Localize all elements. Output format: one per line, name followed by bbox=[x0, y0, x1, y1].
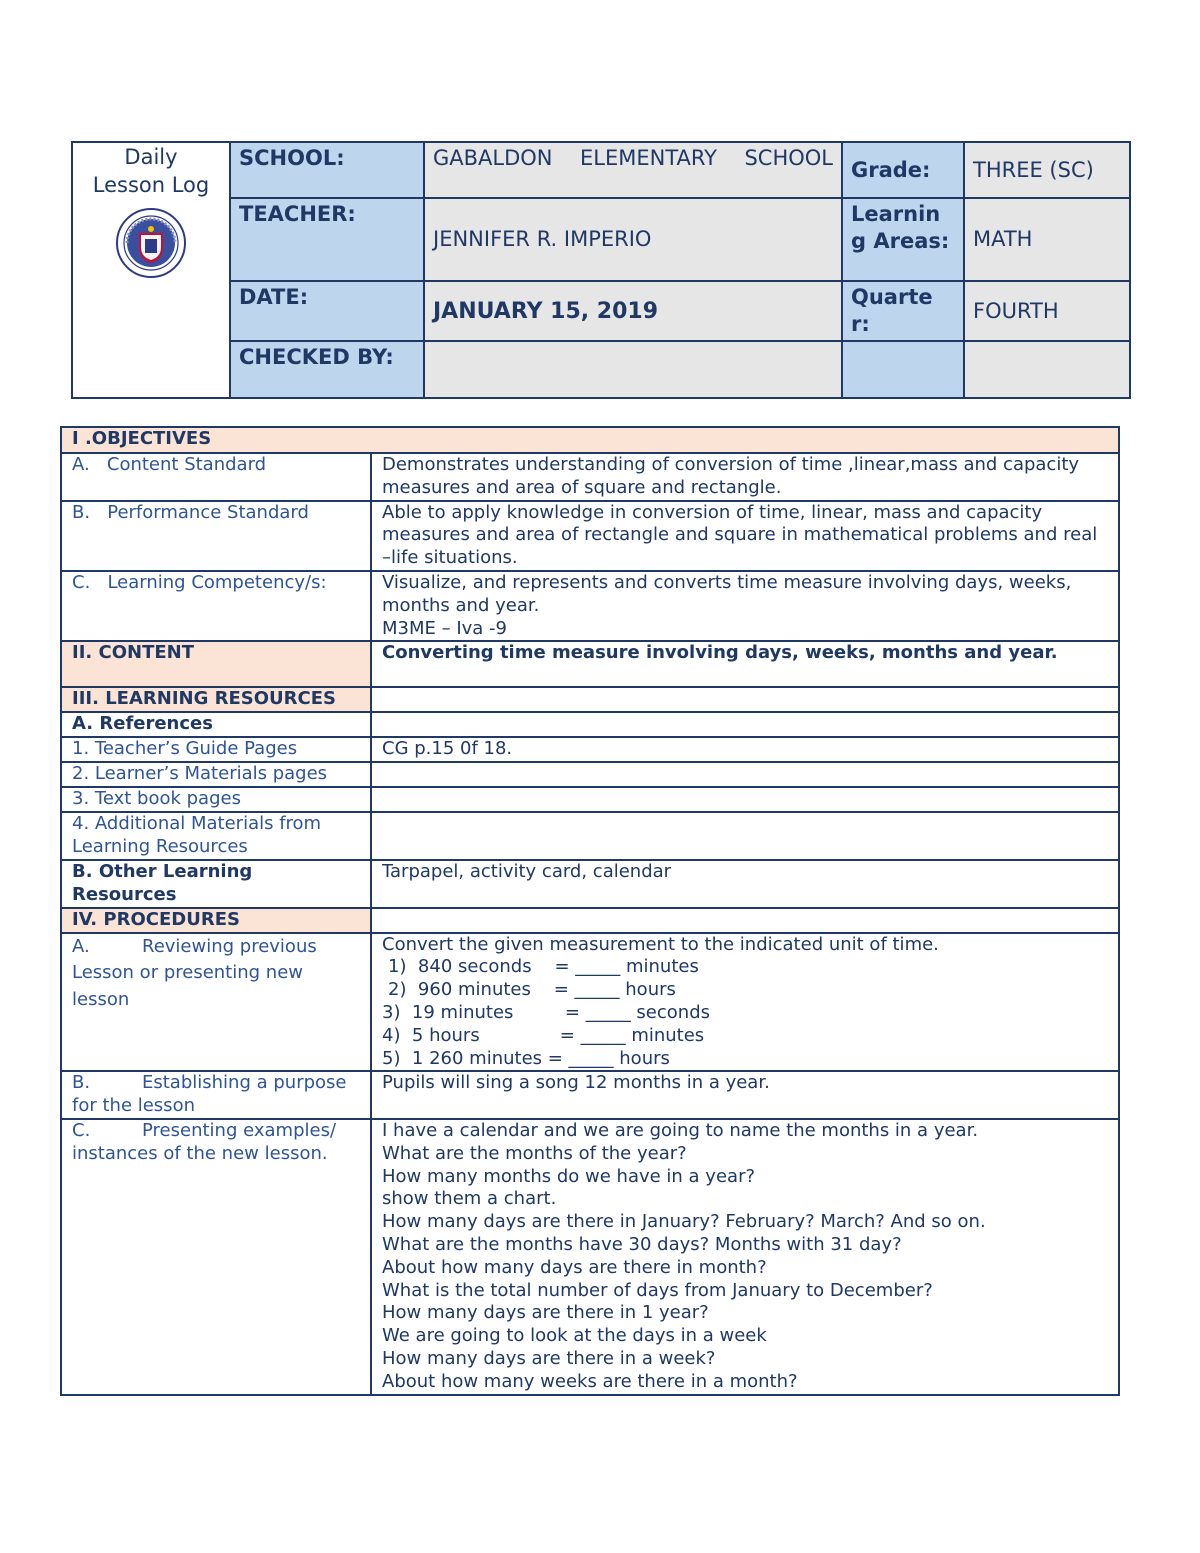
competency-value bbox=[371, 571, 1119, 641]
proc-a-intro: Convert the given measurement to the indicated unit of time. bbox=[382, 933, 939, 955]
learning-resources-section-title: III. LEARNING RESOURCES bbox=[61, 687, 371, 712]
content-section-title: II. CONTENT bbox=[61, 641, 371, 687]
lm-label: 2. Learner’s Materials pages bbox=[61, 762, 371, 787]
checked-by-label: CHECKED BY: bbox=[230, 341, 424, 398]
proc-c-label-body: Presenting examples/ instances of the new lesson. bbox=[72, 1119, 337, 1164]
proc-a-item: 3) 19 minutes = _____ seconds bbox=[382, 1001, 710, 1023]
proc-b-label bbox=[61, 1071, 371, 1119]
grade-label: Grade: bbox=[842, 142, 964, 198]
lesson-table bbox=[60, 426, 1120, 1396]
competency-code: M3ME – Iva -9 bbox=[382, 617, 507, 639]
textbook-label: 3. Text book pages bbox=[61, 787, 371, 812]
performance-standard-label-text: B. Performance Standard bbox=[72, 501, 309, 523]
proc-a-item: 5) 1 260 minutes = _____ hours bbox=[382, 1047, 670, 1069]
proc-c-line: About how many weeks are there in a month? bbox=[382, 1370, 798, 1392]
content-value: Converting time measure involving days, weeks, months and year. bbox=[371, 641, 1119, 687]
proc-c-line: How many days are there in a week? bbox=[382, 1347, 716, 1369]
grade-value: THREE (SC) bbox=[964, 142, 1130, 198]
learning-areas-value: MATH bbox=[964, 198, 1130, 281]
doc-title-line1: Daily bbox=[124, 145, 178, 169]
proc-a-label bbox=[61, 933, 371, 1072]
performance-standard-value: Able to apply knowledge in conversion of time, linear, mass and capacity measures and area of rectangle and square in mathematical problems and real –life situations. bbox=[371, 501, 1119, 571]
competency-label bbox=[61, 571, 371, 641]
competency-label-text: C. Learning Competency/s: bbox=[72, 571, 327, 593]
proc-c-line: show them a chart. bbox=[382, 1188, 557, 1210]
competency-text: Visualize, and represents and converts time measure involving days, weeks, months and year. bbox=[382, 571, 1072, 616]
proc-c-line: I have a calendar and we are going to name the months in a year. bbox=[382, 1119, 979, 1141]
teacher-value: JENNIFER R. IMPERIO bbox=[424, 198, 842, 281]
proc-b-label-body: Establishing a purpose for the lesson bbox=[72, 1072, 347, 1117]
proc-a-label-text bbox=[72, 934, 360, 1014]
school-label: SCHOOL: bbox=[230, 142, 424, 198]
procedures-section-title: IV. PROCEDURES bbox=[61, 908, 371, 933]
performance-standard-label bbox=[61, 501, 371, 571]
doc-title bbox=[81, 143, 221, 199]
proc-a-letter: A. bbox=[72, 935, 90, 957]
proc-c-line: What are the months have 30 days? Months with 31 day? bbox=[382, 1233, 902, 1255]
proc-c-line: How many days are there in January? February? March? And so on. bbox=[382, 1211, 986, 1233]
proc-c-label bbox=[61, 1119, 371, 1395]
proc-c-value bbox=[371, 1119, 1119, 1395]
date-label: DATE: bbox=[230, 281, 424, 341]
proc-a-item: 1) 840 seconds = _____ minutes bbox=[388, 956, 699, 978]
lm-value bbox=[371, 762, 1119, 787]
proc-a-value bbox=[371, 933, 1119, 1072]
learning-resources-blank bbox=[371, 687, 1119, 712]
tg-value: CG p.15 0f 18. bbox=[371, 737, 1119, 762]
tg-label: 1. Teacher’s Guide Pages bbox=[61, 737, 371, 762]
objectives-section-title: I .OBJECTIVES bbox=[61, 427, 1119, 453]
proc-b-letter: B. bbox=[72, 1072, 91, 1094]
proc-c-line: What are the months of the year? bbox=[382, 1142, 687, 1164]
learning-areas-label: Learnin g Areas: bbox=[842, 198, 964, 281]
deped-seal-icon bbox=[115, 207, 187, 279]
quarter-value: FOURTH bbox=[964, 281, 1130, 341]
additional-value bbox=[371, 812, 1119, 860]
content-standard-label-text: A. Content Standard bbox=[72, 454, 267, 475]
textbook-value bbox=[371, 787, 1119, 812]
references-label: A. References bbox=[61, 712, 371, 737]
quarter-label: Quarte r: bbox=[842, 281, 964, 341]
content-standard-label bbox=[61, 453, 371, 501]
date-value: JANUARY 15, 2019 bbox=[424, 281, 842, 341]
proc-b-value: Pupils will sing a song 12 months in a year. bbox=[371, 1071, 1119, 1119]
proc-c-line: How many days are there in 1 year? bbox=[382, 1302, 709, 1324]
other-resources-label: B. Other Learning Resources bbox=[61, 860, 371, 908]
proc-c-line: What is the total number of days from January to December? bbox=[382, 1279, 933, 1301]
title-cell bbox=[72, 142, 230, 398]
proc-a-label-body: Reviewing previous Lesson or presenting new lesson bbox=[72, 935, 317, 1010]
checked-by-blank-value bbox=[964, 341, 1130, 398]
checked-by-value bbox=[424, 341, 842, 398]
doc-title-line2: Lesson Log bbox=[92, 173, 210, 197]
proc-a-item: 4) 5 hours = _____ minutes bbox=[382, 1024, 705, 1046]
procedures-blank bbox=[371, 908, 1119, 933]
proc-c-line: We are going to look at the days in a week bbox=[382, 1325, 767, 1347]
content-standard-value: Demonstrates understanding of conversion of time ,linear,mass and capacity measures and area of square and rectangle. bbox=[371, 453, 1119, 501]
additional-label: 4. Additional Materials from Learning Resources bbox=[61, 812, 371, 860]
proc-c-line: About how many days are there in month? bbox=[382, 1256, 767, 1278]
proc-c-letter: C. bbox=[72, 1119, 91, 1141]
proc-a-item: 2) 960 minutes = _____ hours bbox=[388, 979, 676, 1001]
other-resources-value: Tarpapel, activity card, calendar bbox=[371, 860, 1119, 908]
teacher-label: TEACHER: bbox=[230, 198, 424, 281]
proc-c-line: How many months do we have in a year? bbox=[382, 1165, 756, 1187]
checked-by-blank-label bbox=[842, 341, 964, 398]
header-table bbox=[71, 141, 1131, 399]
references-value bbox=[371, 712, 1119, 737]
school-value: GABALDON ELEMENTARY SCHOOL bbox=[424, 142, 842, 198]
